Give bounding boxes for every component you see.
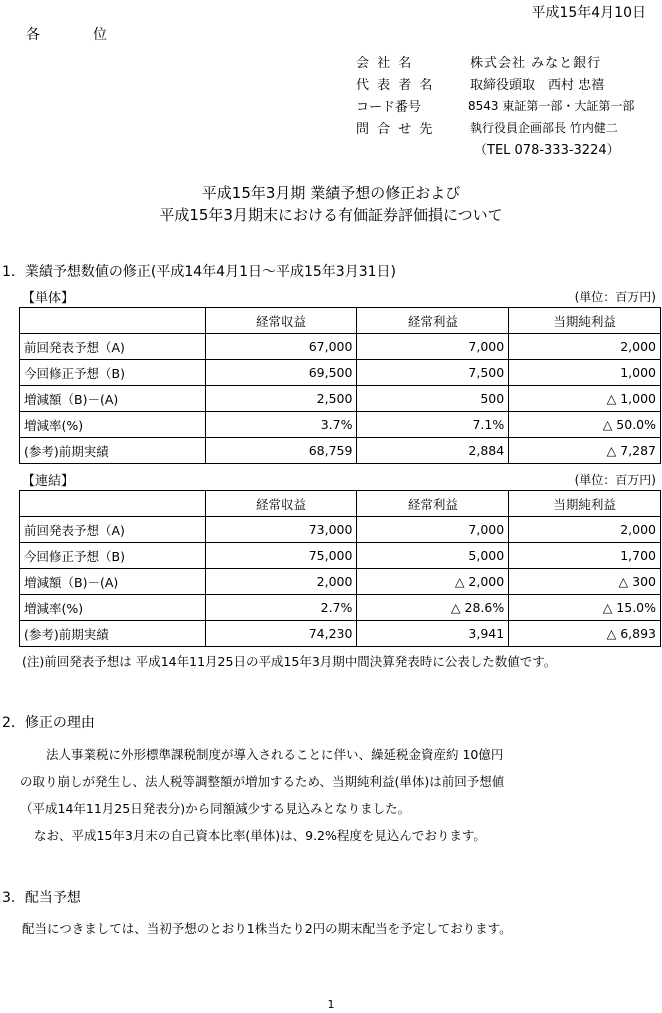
info-value: 8543 東証第一部・大証第一部 [468, 98, 635, 113]
cell-value: △ 15.0% [509, 595, 661, 621]
cell-value: 75,000 [205, 543, 357, 569]
column-header: 経常収益 [205, 491, 357, 517]
cell-value: 5,000 [357, 543, 509, 569]
cell-value: 73,000 [205, 517, 357, 543]
cell-value: 2,000 [509, 334, 661, 360]
title-line-2: 平成15年3月期末における有価証券評価損について [159, 206, 503, 224]
table-row [20, 517, 661, 543]
cell-value: 2,000 [205, 569, 357, 595]
table-row [20, 595, 661, 621]
title-line-1: 平成15年3月期 業績予想の修正および [201, 184, 461, 202]
standalone-forecast-table [19, 307, 661, 464]
cell-value: △ 7,287 [509, 438, 661, 464]
code-number-row [356, 94, 634, 116]
page-number: 1 [327, 998, 335, 1011]
reason-line-4: なお、平成15年3月末の自己資本比率(単体)は、9.2%程度を見込んでおります。 [34, 828, 486, 843]
table-row [20, 438, 661, 464]
section-1-heading: 1．業績予想数値の修正(平成14年4月1日～平成15年3月31日) [2, 264, 396, 280]
info-label: コード番号 [356, 99, 422, 115]
column-header: 経常利益 [357, 491, 509, 517]
table-row [20, 360, 661, 386]
row-label: 増減率(%) [20, 412, 206, 438]
unit-label: (単位：百万円) [574, 473, 656, 487]
cell-value: 2,500 [205, 386, 357, 412]
cell-value: △ 50.0% [509, 412, 661, 438]
cell-value: 69,500 [205, 360, 357, 386]
cell-value: 500 [357, 386, 509, 412]
cell-value: △ 28.6% [357, 595, 509, 621]
cell-value: △ 6,893 [509, 621, 661, 647]
cell-value: 3,941 [357, 621, 509, 647]
reason-line-1: 法人事業税に外形標準課税制度が導入されることに伴い、繰延税金資産約 10億円 [46, 747, 504, 762]
column-header: 経常収益 [205, 308, 357, 334]
row-label: 今回修正予想（B) [20, 543, 206, 569]
info-value: 執行役員企画部長 竹内健二 [470, 120, 618, 135]
column-header: 当期純利益 [509, 308, 661, 334]
table-header-row [20, 308, 661, 334]
column-header: 経常利益 [357, 308, 509, 334]
document-date: 平成15年4月10日 [531, 5, 646, 21]
section-2-heading: 2．修正の理由 [2, 715, 95, 731]
reason-line-3: （平成14年11月25日発表分)から同額減少する見込みとなりました。 [20, 801, 411, 816]
unit-label: (単位：百万円) [574, 290, 656, 304]
header-empty-cell [20, 491, 206, 517]
header-empty-cell [20, 308, 206, 334]
addressee [26, 24, 108, 44]
contact-row [356, 116, 634, 138]
cell-value: 7,000 [357, 517, 509, 543]
row-label: 前回発表予想（A) [20, 517, 206, 543]
cell-value: 74,230 [205, 621, 357, 647]
standalone-label: 【単体】 [22, 291, 75, 306]
table-header-row [20, 491, 661, 517]
consolidated-label: 【連結】 [22, 474, 75, 489]
table-row [20, 386, 661, 412]
cell-value: △ 2,000 [357, 569, 509, 595]
cell-value: 2,000 [509, 517, 661, 543]
addressee-part-2: 位 [93, 27, 108, 43]
cell-value: 68,759 [205, 438, 357, 464]
addressee-part-1: 各 [26, 27, 41, 43]
cell-value: 7.1% [357, 412, 509, 438]
table-row [20, 621, 661, 647]
row-label: 今回修正予想（B) [20, 360, 206, 386]
table-row [20, 412, 661, 438]
representative-row [356, 72, 634, 94]
row-label: 増減率(%) [20, 595, 206, 621]
row-label: (参考)前期実績 [20, 438, 206, 464]
info-label: 会 社 名 [356, 55, 414, 71]
cell-value: △ 1,000 [509, 386, 661, 412]
company-name-row [356, 50, 634, 72]
consolidated-forecast-table [19, 490, 661, 647]
document-title [0, 182, 662, 226]
info-label: 問 合 せ 先 [356, 121, 435, 137]
info-value: 株式会社 みなと銀行 [470, 55, 602, 71]
company-info-block [356, 50, 634, 158]
row-label: (参考)前期実績 [20, 621, 206, 647]
row-label: 増減額（B)－(A) [20, 569, 206, 595]
cell-value: 2.7% [205, 595, 357, 621]
row-label: 前回発表予想（A) [20, 334, 206, 360]
section-3-heading: 3．配当予想 [2, 890, 81, 906]
cell-value: 7,000 [357, 334, 509, 360]
cell-value: 67,000 [205, 334, 357, 360]
table-row [20, 569, 661, 595]
cell-value: 7,500 [357, 360, 509, 386]
forecast-note: (注)前回発表予想は 平成14年11月25日の平成15年3月期中間決算発表時に公表した数値です。 [22, 654, 557, 669]
dividend-text: 配当につきましては、当初予想のとおり1株当たり2円の期末配当を予定しております。 [22, 921, 512, 936]
cell-value: △ 300 [509, 569, 661, 595]
table-row [20, 334, 661, 360]
table-row [20, 543, 661, 569]
info-value: 取締役頭取 西村 忠禧 [470, 77, 605, 93]
contact-tel: （TEL 078-333-3224） [474, 142, 620, 158]
column-header: 当期純利益 [509, 491, 661, 517]
row-label: 増減額（B)－(A) [20, 386, 206, 412]
reason-line-2: の取り崩しが発生し、法人税等調整額が増加するため、当期純利益(単体)は前回予想値 [20, 774, 505, 789]
cell-value: 1,000 [509, 360, 661, 386]
info-label: 代 表 者 名 [356, 77, 435, 93]
cell-value: 1,700 [509, 543, 661, 569]
cell-value: 3.7% [205, 412, 357, 438]
cell-value: 2,884 [357, 438, 509, 464]
